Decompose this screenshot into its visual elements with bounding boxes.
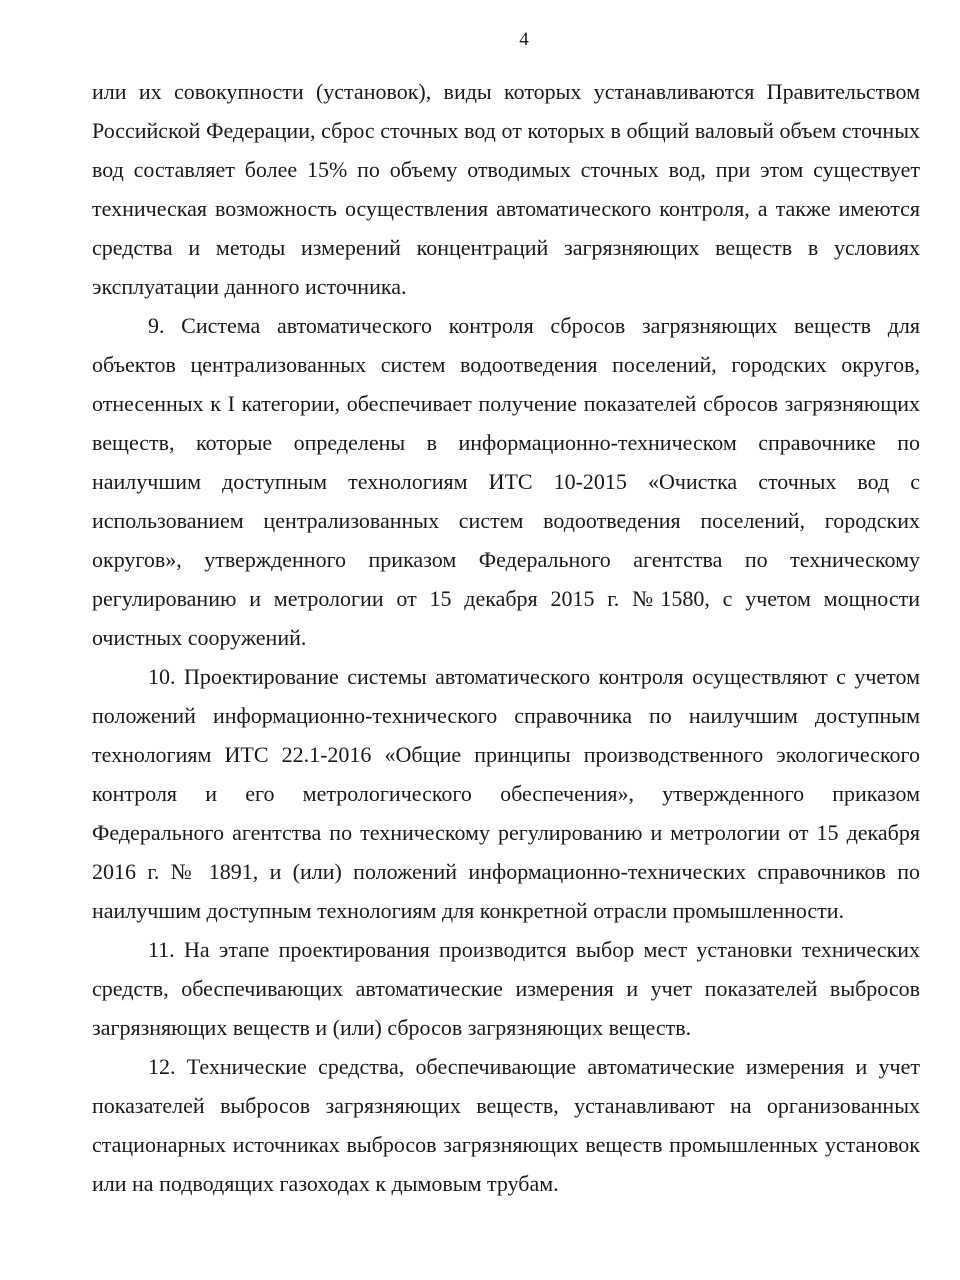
paragraph-item-12: 12. Технические средства, обеспечивающие автоматические измерения и учет показателей выбросов загрязняющих веществ, устанавливают на организованных стационарных источниках выбросов загрязняющих веществ промышленных установок или на подводящих газоходах к дымовым трубам. — [92, 1054, 920, 1196]
paragraph-item-11: 11. На этапе проектирования производится выбор мест установки технических средств, обеспечивающих автоматические измерения и учет показателей выбросов загрязняющих веществ и (или) сбросов загрязняющих веществ. — [92, 937, 920, 1040]
paragraph-item-9: 9. Система автоматического контроля сбросов загрязняющих веществ для объектов централизованных систем водоотведения поселений, городских округов, отнесенных к I категории, обеспечивает получение показателей сбросов загрязняющих веществ, которые определены в информационно-техническом справочнике по наилучшим доступным технологиям ИТС 10-2015 «Очистка сточных вод с использованием централизованных систем водоотведения поселений, городских округов», утвержденного приказом Федерального агентства по техническому регулированию и метрологии от 15 декабря 2015 г. №1580, с учетом мощности очистных сооружений. — [92, 313, 920, 650]
page-number: 4 — [519, 29, 529, 50]
paragraph-item-10: 10. Проектирование системы автоматического контроля осуществляют с учетом положений информационно-технического справочника по наилучшим доступным технологиям ИТС 22.1-2016 «Общие принципы производственного экологического контроля и его метрологического обеспечения», утвержденного приказом Федерального агентства по техническому регулированию и метрологии от 15 декабря 2016 г. № 1891, и (или) положений информационно-технических справочников по наилучшим доступным технологиям для конкретной отрасли промышленности. — [92, 664, 920, 923]
paragraph-continuation: или их совокупности (установок), виды которых устанавливаются Правительством Российской Федерации, сброс сточных вод от которых в общий валовый объем сточных вод составляет более 15% по объему отводимых сточных вод, при этом существует техническая возможность осуществления автоматического контроля, а также имеются средства и методы измерений концентраций загрязняющих веществ в условиях эксплуатации данного источника. — [92, 79, 920, 299]
